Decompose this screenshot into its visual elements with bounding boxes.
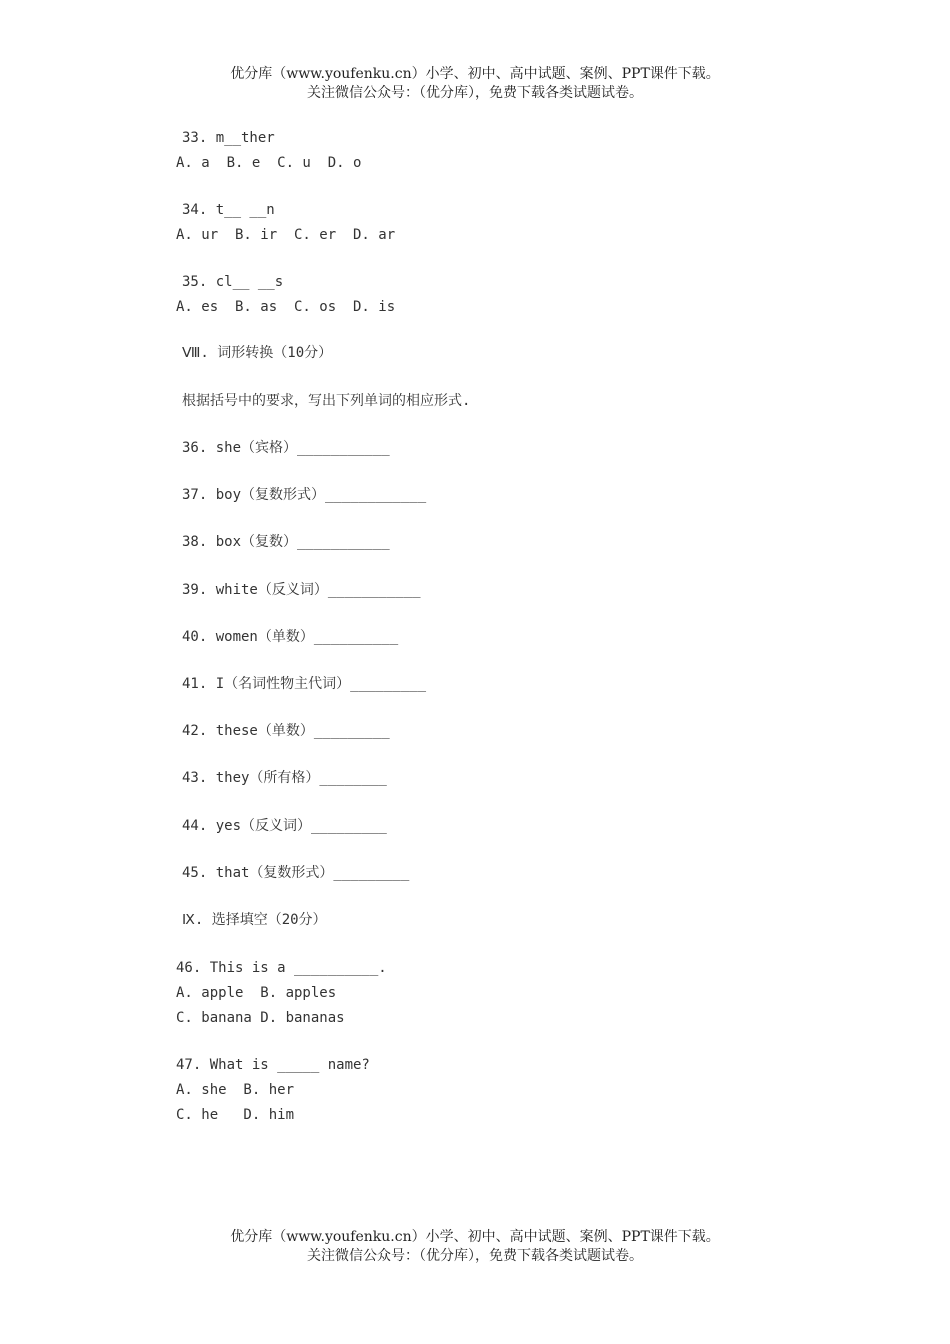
question-47-options-cd: C. he D. him [176,1107,295,1123]
word-form-item: 39. white（反义词）___________ [182,582,421,598]
page-footer [0,1228,950,1266]
word-form-item: 45. that（复数形式）_________ [182,865,410,881]
word-form-item: 44. yes（反义词）_________ [182,818,387,834]
word-form-item: 41. I（名词性物主代词）_________ [182,676,427,692]
question-33-stem: 33. m__ther [182,130,275,146]
question-35-stem: 35. cl__ __s [182,274,284,290]
page-header [0,65,950,103]
header-line-1: 优分库（www.youfenku.cn）小学、初中、高中试题、案例、PPT课件下载。 [230,66,720,82]
section-9-title: Ⅸ. 选择填空（20分） [182,912,327,928]
footer-line-1: 优分库（www.youfenku.cn）小学、初中、高中试题、案例、PPT课件下载。 [230,1229,720,1245]
header-line-2: 关注微信公众号：（优分库），免费下载各类试题试卷。 [307,85,643,101]
question-47-stem: 47. What is _____ name? [176,1057,370,1073]
question-35-options: A. es B. as C. os D. is [176,299,396,315]
question-34-stem: 34. t__ __n [182,202,275,218]
footer-line-2: 关注微信公众号：（优分库），免费下载各类试题试卷。 [307,1248,643,1264]
question-46-options-ab: A. apple B. apples [176,985,337,1001]
word-form-item: 42. these（单数）_________ [182,723,390,739]
word-form-item: 40. women（单数）__________ [182,629,399,645]
word-form-item: 38. box（复数）___________ [182,534,390,550]
question-46-options-cd: C. banana D. bananas [176,1010,345,1026]
word-form-item: 37. boy（复数形式）____________ [182,487,427,503]
question-47-options-ab: A. she B. her [176,1082,295,1098]
question-33-options: A. a B. e C. u D. o [176,155,362,171]
question-46-stem: 46. This is a __________. [176,960,387,976]
word-form-item: 43. they（所有格）________ [182,770,387,786]
section-8-instruction: 根据括号中的要求，写出下列单词的相应形式. [182,393,471,409]
word-form-item: 36. she（宾格）___________ [182,440,390,456]
section-8-title: Ⅷ. 词形转换（10分） [182,345,333,361]
question-34-options: A. ur B. ir C. er D. ar [176,227,396,243]
